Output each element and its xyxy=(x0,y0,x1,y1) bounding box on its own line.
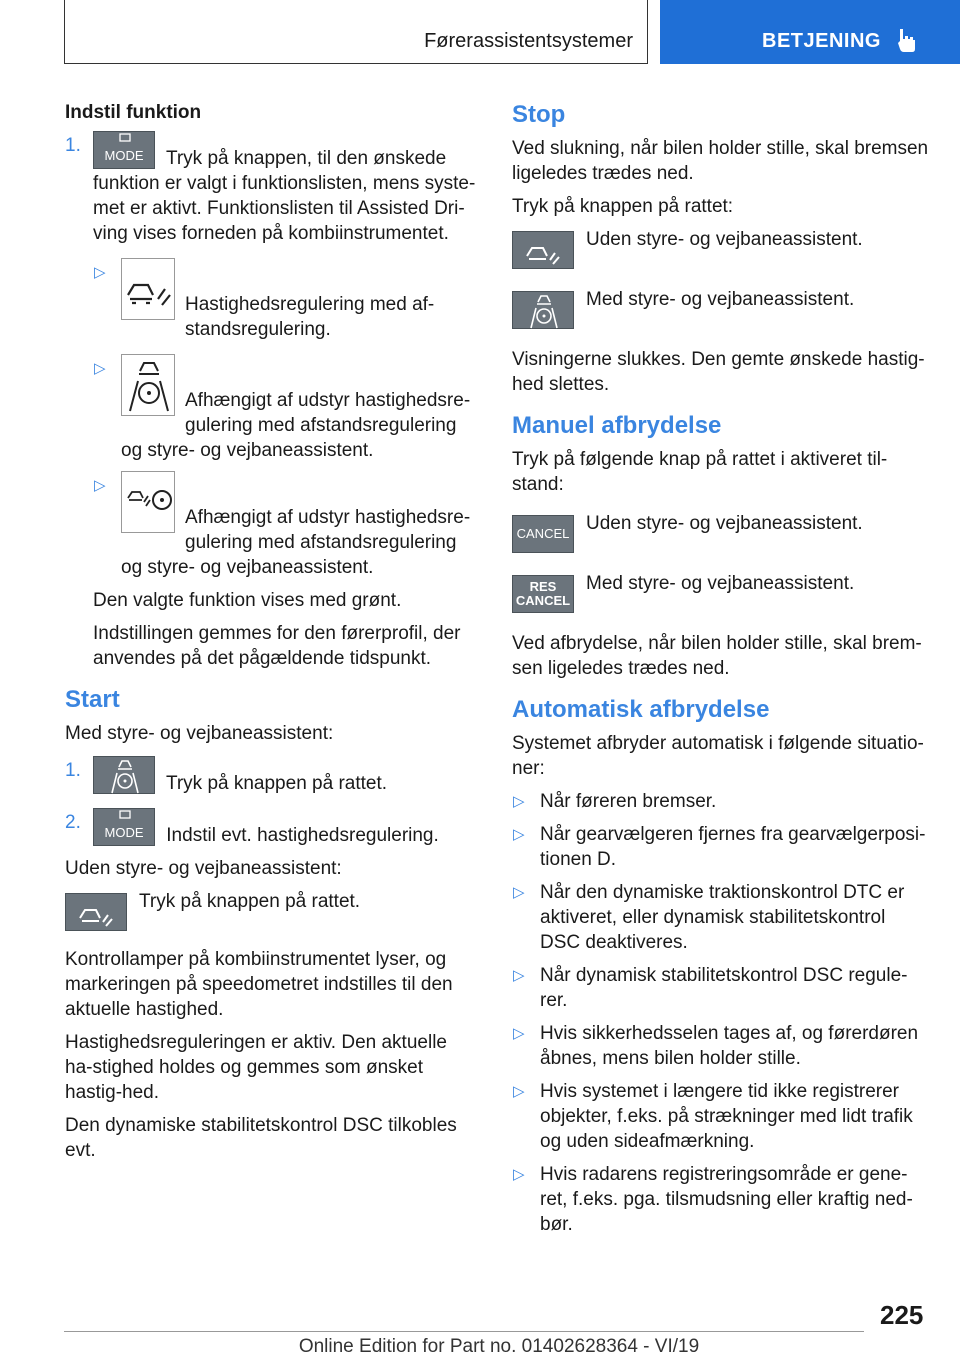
mode-label: MODE xyxy=(104,825,144,840)
sub-item-3-text: Afhængigt af udstyr hastighedsre-gulering med afstandsregulering og styre- og vejbaneassistent. xyxy=(121,507,471,578)
triangle-bullet-icon: ▷ xyxy=(94,477,106,494)
start-intro: Med styre- og vejbaneassistent: xyxy=(65,723,334,744)
bullet-text: Når den dynamiske traktionskontrol DTC er aktiveret, eller dynamisk stabilitetskontrol DSC deaktiveres. xyxy=(540,882,905,953)
manual-item-1 xyxy=(512,511,930,561)
triangle-bullet-icon: ▷ xyxy=(94,360,106,377)
manual-paragraph-2: Ved afbrydelse, når bilen holder stille, skal brem-sen ligeledes trædes ned. xyxy=(512,633,922,679)
heading-auto-interrupt: Automatisk afbrydelse xyxy=(512,696,770,723)
auto-bullet-7 xyxy=(512,1162,930,1237)
paragraph-lamps: Kontrollamper på kombiinstrumentet lyser, og markeringen på speedometret indstilles til den aktuelle hastighed. xyxy=(65,949,453,1020)
header-section-title: Førerassistentsystemer xyxy=(424,30,633,52)
manual-item-1-text: Uden styre- og vejbaneassistent. xyxy=(586,513,863,534)
acc-steering-display-icon xyxy=(121,471,175,533)
auto-bullet-3 xyxy=(512,880,930,955)
without-assist-item xyxy=(65,889,477,929)
step-1 xyxy=(65,133,477,246)
cancel-button-icon xyxy=(512,515,574,553)
left-column xyxy=(65,100,477,1171)
heading-stop: Stop xyxy=(512,101,566,128)
bullet-text: Hvis sikkerhedsselen tages af, og førerdøren åbnes, mens bilen holder stille. xyxy=(540,1023,919,1069)
stop-paragraph-3: Visningerne slukkes. Den gemte ønskede hastig-hed slettes. xyxy=(512,349,925,395)
mode-button-icon xyxy=(93,131,155,169)
stop-item-2-text: Med styre- og vejbaneassistent. xyxy=(586,289,855,310)
bullet-text: Når dynamisk stabilitetskontrol DSC regule-rer. xyxy=(540,965,908,1011)
cancel-label: CANCEL xyxy=(516,526,570,541)
step-number: 1. xyxy=(65,135,81,156)
acc-button-icon xyxy=(65,893,127,931)
footer-edition: Online Edition for Part no. 01402628364 - VI/19 xyxy=(298,1336,700,1357)
start-step-2 xyxy=(65,810,477,848)
triangle-bullet-icon: ▷ xyxy=(94,264,106,281)
triangle-bullet-icon: ▷ xyxy=(513,1025,525,1042)
paragraph-dsc: Den dynamiske stabilitetskontrol DSC tilkobles evt. xyxy=(65,1115,457,1161)
stop-paragraph-2: Tryk på knappen på rattet: xyxy=(512,196,734,217)
car-outline-icon xyxy=(94,132,156,146)
sub-item-2-text: Afhængigt af udstyr hastighedsre-gulering med afstandsregulering og styre- og vejbaneassistent. xyxy=(121,390,471,461)
res-cancel-button-icon xyxy=(512,575,574,613)
triangle-bullet-icon: ▷ xyxy=(513,1083,525,1100)
bullet-text: Når føreren bremser. xyxy=(540,791,717,812)
auto-bullet-2 xyxy=(512,822,930,872)
sub-item-3 xyxy=(93,473,477,580)
without-assist-text: Tryk på knappen på rattet. xyxy=(139,891,361,912)
bullet-text: Hvis systemet i længere tid ikke registrerer objekter, f.eks. på strækninger med lidt trafik og uden sideafmærkning. xyxy=(540,1081,913,1152)
sub-item-2 xyxy=(93,356,477,463)
triangle-bullet-icon: ▷ xyxy=(513,884,525,901)
stop-item-1-text: Uden styre- og vejbaneassistent. xyxy=(586,229,863,250)
note-profile: Indstillingen gemmes for den førerprofil, der anvendes på det pågældende tidspunkt. xyxy=(93,623,461,669)
heading-manual-interrupt: Manuel afbrydelse xyxy=(512,412,722,439)
header-chapter-title: BETJENING xyxy=(762,30,881,52)
without-assist-label: Uden styre- og vejbaneassistent: xyxy=(65,858,342,879)
triangle-bullet-icon: ▷ xyxy=(513,1166,525,1183)
auto-bullet-5 xyxy=(512,1021,930,1071)
manual-item-2-text: Med styre- og vejbaneassistent. xyxy=(586,573,855,594)
header-section-box xyxy=(64,0,648,64)
bullet-text: Når gearvælgeren fjernes fra gearvælgerposi-tionen D. xyxy=(540,824,926,870)
manual-item-2 xyxy=(512,571,930,621)
step-number: 1. xyxy=(65,760,81,781)
footer-divider xyxy=(64,1331,864,1332)
header-chapter-tab xyxy=(660,0,960,64)
res-label: RES xyxy=(529,579,557,594)
sub-item-1 xyxy=(93,260,477,342)
note-green: Den valgte funktion vises med grønt. xyxy=(93,590,402,611)
auto-paragraph-1: Systemet afbryder automatisk i følgende situatio-ner: xyxy=(512,733,924,779)
right-column xyxy=(512,100,930,1245)
triangle-bullet-icon: ▷ xyxy=(513,793,525,810)
page-number: 225 xyxy=(880,1300,924,1330)
steering-assist-button-icon xyxy=(512,291,574,329)
start-step-2-text: Indstil evt. hastighedsregulering. xyxy=(166,825,439,846)
sub-item-1-text: Hastighedsregulering med af-standsregulering. xyxy=(185,294,435,340)
stop-item-1 xyxy=(512,227,930,277)
start-step-1 xyxy=(65,758,477,796)
steering-assist-button-icon xyxy=(93,756,155,794)
stop-item-2 xyxy=(512,287,930,337)
step-1-text: Tryk på knappen, til den ønskede funktion er valgt i funktionslisten, mens syste-met er aktivt. Funktionslisten til Assisted Dri-ving vises forneden på kombiinstrumentet. xyxy=(93,148,476,244)
mode-label: MODE xyxy=(104,148,144,163)
res-cancel-label: CANCEL xyxy=(515,593,571,608)
heading-set-function: Indstil funktion xyxy=(65,102,202,123)
steering-lane-display-icon xyxy=(121,354,175,416)
bullet-text: Hvis radarens registreringsområde er gene-ret, f.eks. pga. tilsmudsning eller kraftig ned-bør. xyxy=(540,1164,913,1235)
hand-pointer-icon xyxy=(896,27,918,53)
manual-paragraph-1: Tryk på følgende knap på rattet i aktiveret til-stand: xyxy=(512,449,888,495)
stop-paragraph-1: Ved slukning, når bilen holder stille, skal bremsen ligeledes trædes ned. xyxy=(512,138,929,184)
acc-display-icon xyxy=(121,258,175,320)
auto-bullet-1 xyxy=(512,789,930,814)
step-number: 2. xyxy=(65,812,81,833)
triangle-bullet-icon: ▷ xyxy=(513,967,525,984)
acc-button-icon xyxy=(512,231,574,269)
mode-button-icon xyxy=(93,808,155,846)
auto-bullet-6 xyxy=(512,1079,930,1154)
paragraph-active: Hastighedsreguleringen er aktiv. Den aktuelle ha-stighed holdes og gemmes som ønsket hastig-hed. xyxy=(65,1032,447,1103)
triangle-bullet-icon: ▷ xyxy=(513,826,525,843)
auto-bullet-4 xyxy=(512,963,930,1013)
heading-start: Start xyxy=(65,686,120,713)
start-step-1-text: Tryk på knappen på rattet. xyxy=(165,773,388,794)
